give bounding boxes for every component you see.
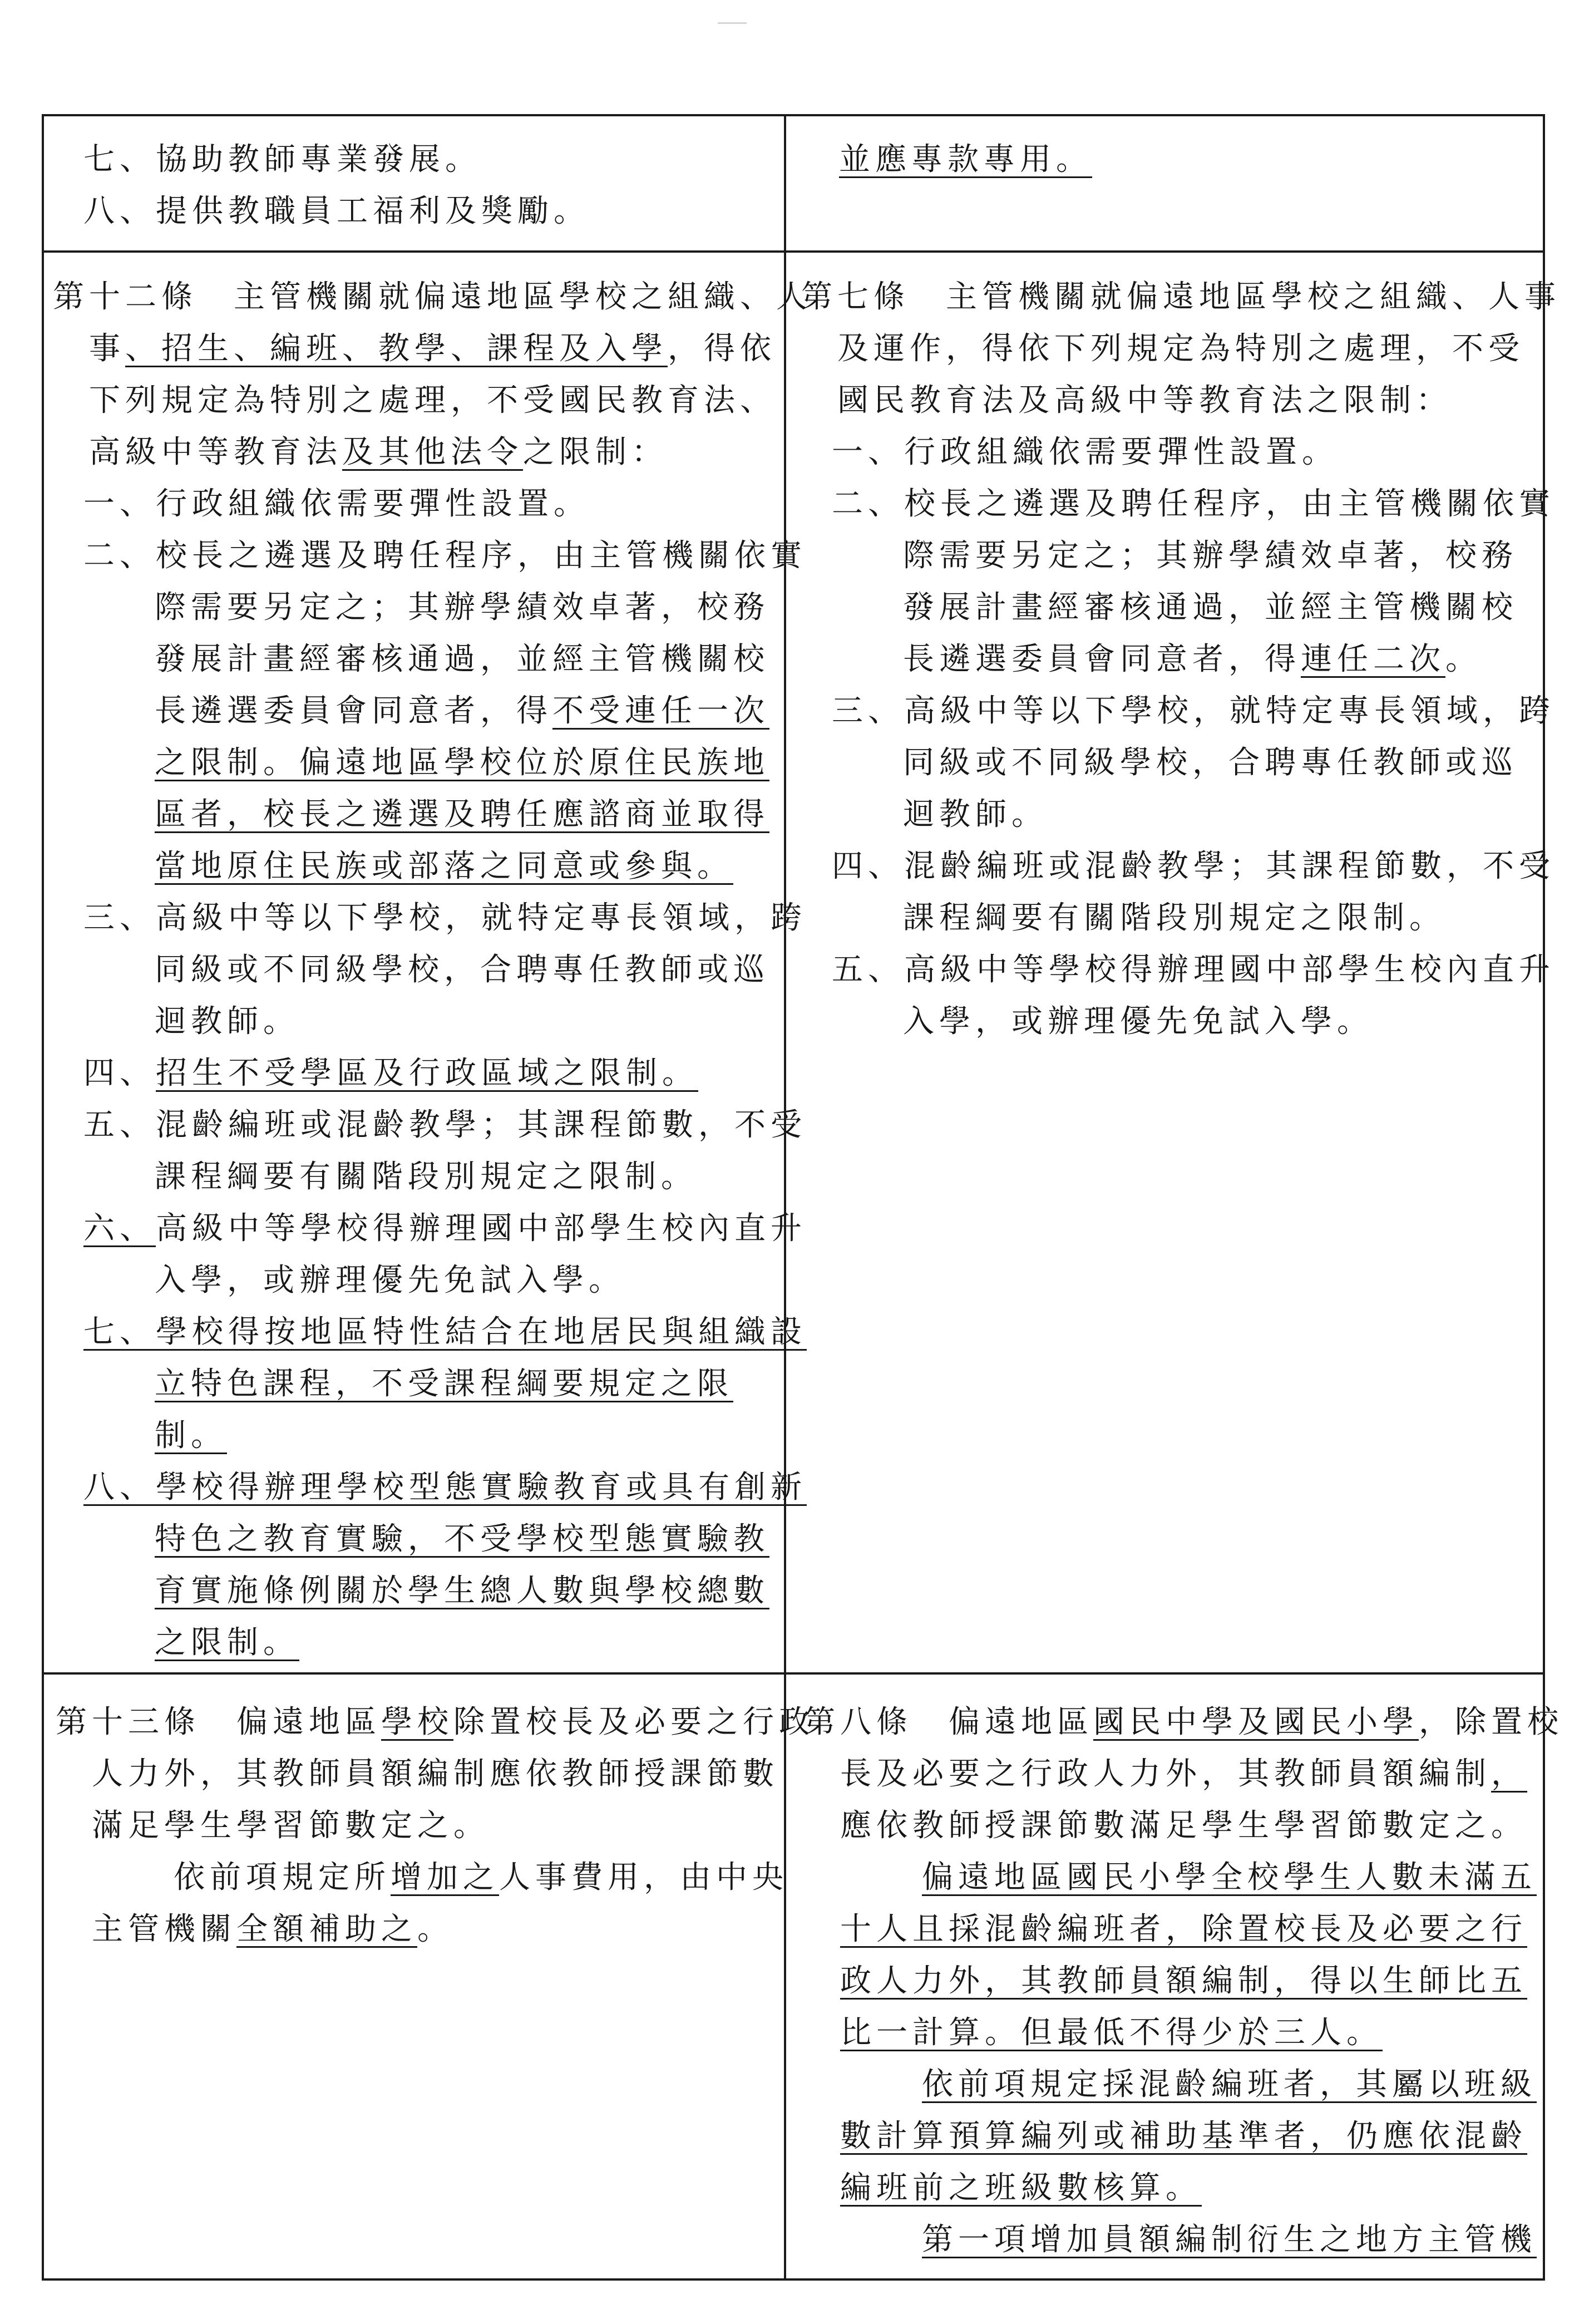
text-line: 長遴選委員會同意者，得不受連任一次	[155, 693, 769, 729]
article-7-heading: 第七條 主管機關就偏遠地區學校之組織、人事	[801, 279, 1561, 315]
column-divider	[784, 114, 786, 2281]
text-line: 之限制。偏遠地區學校位於原住民族地	[155, 745, 769, 781]
text-line: 課程綱要有關階段別規定之限制。	[903, 900, 1445, 936]
text-line: 第一項增加員額編制衍生之地方主管機	[922, 2222, 1537, 2258]
text-line: 特色之教育實驗，不受學校型態實驗教	[155, 1521, 769, 1557]
item-2: 二、校長之遴選及聘任程序，由主管機關依實	[832, 486, 1555, 522]
text-line: 長及必要之行政人力外，其教師員額編制，	[840, 1756, 1527, 1792]
item-5: 五、混齡編班或混齡教學；其課程節數，不受	[83, 1107, 807, 1143]
text-line: 十人且採混齡編班者，除置校長及必要之行	[840, 1911, 1527, 1947]
text-line: 育實施條例關於學生總人數與學校總數	[155, 1573, 769, 1609]
text-line: 立特色課程，不受課程綱要規定之限	[155, 1366, 733, 1402]
row-divider-2	[42, 1672, 1545, 1675]
text-line: 同級或不同級學校，合聘專任教師或巡	[155, 952, 769, 988]
item-5: 五、高級中等學校得辦理國中部學生校內直升	[832, 952, 1555, 988]
text-line: 高級中等教育法及其他法令之限制：	[89, 434, 668, 470]
text-line: 發展計畫經審核通過，並經主管機關校	[155, 641, 769, 677]
text-line: 區者，校長之遴選及聘任應諮商並取得	[155, 796, 769, 833]
item-1: 一、行政組織依需要彈性設置。	[83, 486, 590, 522]
text-line: 偏遠地區國民小學全校學生人數未滿五	[922, 1859, 1537, 1895]
text-line: 數計算預算編列或補助基準者，仍應依混齡	[840, 2118, 1527, 2154]
text-line: 並應專款專用。	[839, 141, 1092, 178]
text-line: 當地原住民族或部落之同意或參與。	[155, 848, 733, 884]
text-line: 滿足學生學習節數定之。	[92, 1808, 490, 1844]
text-line: 迴教師。	[155, 1003, 299, 1040]
text-line: 七、協助教師專業發展。	[83, 141, 481, 178]
text-line: 比一計算。但最低不得少於三人。	[840, 2015, 1383, 2051]
item-1: 一、行政組織依需要彈性設置。	[832, 434, 1338, 470]
item-7: 七、學校得按地區特性結合在地居民與組織設	[83, 1314, 807, 1350]
text-line: 課程綱要有關階段別規定之限制。	[155, 1159, 697, 1195]
scan-mark	[718, 22, 747, 24]
article-12-heading: 第十二條 主管機關就偏遠地區學校之組織、人	[53, 279, 812, 315]
text-line: 編班前之班級數核算。	[840, 2170, 1202, 2206]
item-4: 四、招生不受學區及行政區域之限制。	[83, 1055, 698, 1091]
text-line: 八、提供教職員工福利及獎勵。	[83, 193, 590, 229]
item-3: 三、高級中等以下學校，就特定專長領域，跨	[83, 900, 807, 936]
text-line: 長遴選委員會同意者，得連任二次。	[903, 641, 1482, 677]
text-line: 入學，或辦理優先免試入學。	[155, 1262, 625, 1298]
item-4: 四、混齡編班或混齡教學；其課程節數，不受	[832, 848, 1555, 884]
text-line: 主管機關全額補助之。	[92, 1911, 453, 1947]
text-line: 依前項規定所增加之人事費用，由中央	[174, 1859, 788, 1895]
text-line: 政人力外，其教師員額編制，得以生師比五	[840, 1963, 1527, 1999]
text-line: 及運作，得依下列規定為特別之處理，不受	[837, 331, 1524, 367]
text-line: 之限制。	[155, 1624, 299, 1661]
text-line: 發展計畫經審核通過，並經主管機關校	[903, 589, 1518, 626]
text-line: 人力外，其教師員額編制應依教師授課節數	[92, 1756, 779, 1792]
text-line: 國民教育法及高級中等教育法之限制：	[837, 382, 1452, 418]
text-line: 際需要另定之；其辦學績效卓著，校務	[155, 589, 769, 626]
text-line: 下列規定為特別之處理，不受國民教育法、	[89, 382, 776, 418]
text-line: 應依教師授課節數滿足學生學習節數定之。	[840, 1808, 1527, 1844]
article-8-heading: 第八條 偏遠地區國民中學及國民小學，除置校	[804, 1704, 1563, 1740]
item-3: 三、高級中等以下學校，就特定專長領域，跨	[832, 693, 1555, 729]
row-divider-1	[42, 250, 1545, 253]
text-line: 迴教師。	[903, 796, 1048, 833]
text-line: 事、招生、編班、教學、課程及入學，得依	[89, 331, 776, 367]
item-8: 八、學校得辦理學校型態實驗教育或具有創新	[83, 1469, 807, 1505]
text-line: 入學，或辦理優先免試入學。	[903, 1003, 1373, 1040]
text-line: 同級或不同級學校，合聘專任教師或巡	[903, 745, 1518, 781]
text-line: 依前項規定採混齡編班者，其屬以班級	[922, 2066, 1537, 2103]
item-2: 二、校長之遴選及聘任程序，由主管機關依實	[83, 538, 807, 574]
text-line: 際需要另定之；其辦學績效卓著，校務	[903, 538, 1518, 574]
text-line: 制。	[155, 1417, 227, 1454]
article-13-heading: 第十三條 偏遠地區學校除置校長及必要之行政	[56, 1704, 815, 1740]
item-6: 六、高級中等學校得辦理國中部學生校內直升	[83, 1210, 807, 1247]
